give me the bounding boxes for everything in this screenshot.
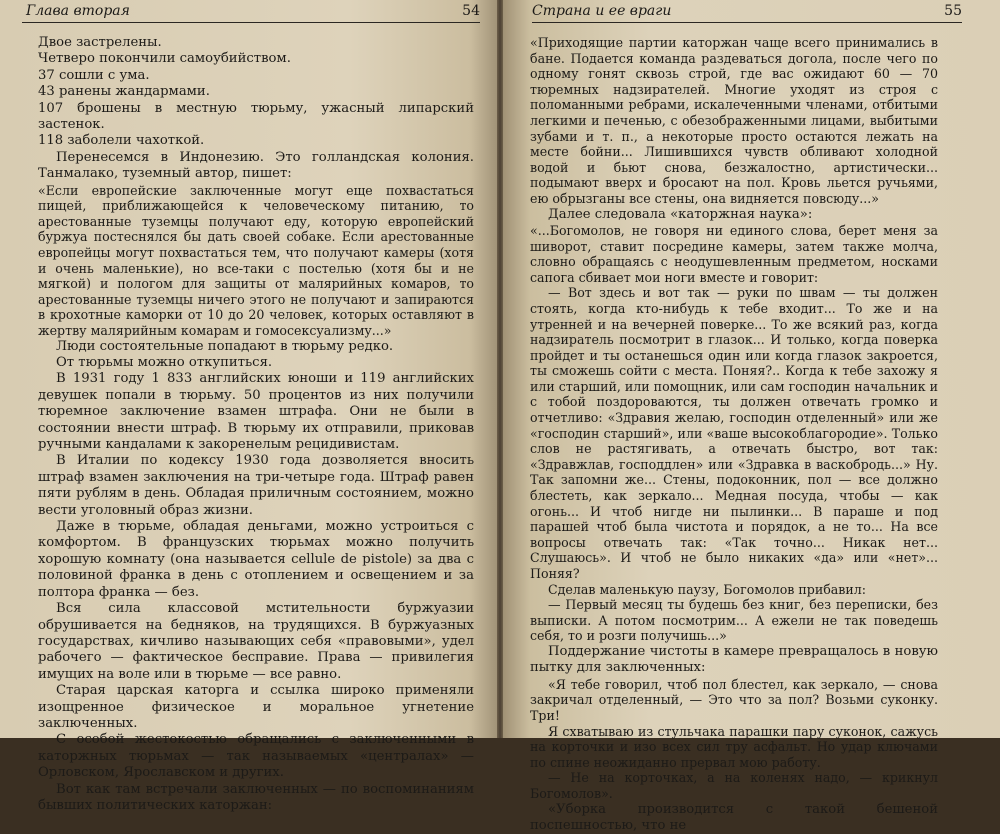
right-running-head bbox=[532, 0, 962, 23]
book-gutter bbox=[497, 0, 503, 738]
right-page-number: 55 bbox=[944, 3, 962, 19]
quote-paragraph: Сделав маленькую паузу, Богомолов прибавил: bbox=[548, 581, 867, 597]
paragraph: В 1931 году 1 833 английских юноши и 119 английских девушек попали в тюрьму. 50 процентов из них получили тюремное заключение взамен штрафа. Они не были в состоянии внести штраф. В тюрьму их отправили, приковав ручными кандалами к закоренелым рецидивистам. bbox=[38, 371, 474, 453]
paragraph: В Италии по кодексу 1930 года дозволяется вносить штраф взамен заключения на три-четыре года. Штраф равен пяти рублям в день. Обладая приличным состоянием, можно вести уголовный образ жизни. bbox=[38, 453, 474, 518]
quote-paragraph: — Первый месяц ты будешь без книг, без переписки, без выписки. А потом посмотрим... А ежели не так поведешь себя, то и розги получишь...» bbox=[530, 597, 938, 644]
quote-paragraph: «Приходящие партии каторжан чаще всего принимались в бане. Подается команда раздеваться догола, после чего по одному гонят сквозь строй, где вас ожидают 60 — 70 тюремных надзирателей. Многие уходят из строя с поломанными ребрами, искалеченными членами, отбитыми легкими и печенью, с обезображенными лицами, выбитыми зубами и т. п., а некоторые просто остаются лежать на месте бойни... Лишившихся чувств обливают холодной водой и бьют снова, безжалостно, артистически... подымают вверх и бросают на пол. Кровь льется ручьями, ею обрызганы все стены, она видняется повсюду...» bbox=[530, 35, 938, 206]
left-page bbox=[0, 0, 500, 813]
paragraph: Поддержание чистоты в камере превращалось в новую пытку для заключенных: bbox=[530, 643, 938, 676]
quote-paragraph: «Я тебе говорил, чтоб пол блестел, как зеркало, — снова закричал отделенный, — Это что за пол? Возьми суконку. Три! bbox=[530, 676, 938, 723]
left-running-head bbox=[22, 0, 480, 23]
paragraph: Перенесемся в Индонезию. Это голландская колония. Танмалако, туземный автор, пишет: bbox=[38, 149, 474, 182]
paragraph: 37 сошли с ума. bbox=[38, 67, 150, 83]
right-page bbox=[500, 0, 1000, 833]
paragraph: Вся сила классовой мстительности буржуазии обрушивается на бедняков, на трудящихся. В буржуазных государствах, кичливо называющих себя «правовыми», удел рабочего — фактическое бесправие. Права — привилегия имущих на воле или в тюрьме — все равно. bbox=[38, 601, 474, 682]
paragraph: Вот как там встречали заключенных — по воспоминаниям бывших политических каторжан: bbox=[38, 781, 474, 813]
left-page-number: 54 bbox=[462, 3, 480, 19]
left-body-text bbox=[38, 35, 474, 814]
quote-paragraph: — Вот здесь и вот так — руки по швам — ты должен стоять, когда кто-нибудь к тебе входит... То же и на утренней и на вечерней поверке... То же всякий раз, когда надзиратель посмотрит в глазок... И только, когда поверка пройдет и ты останешься один или когда глазок закроется, ты сможешь сойти с места. Поняя?.. Когда к тебе захожу я или старший, или помощник, или сам господин начальник и с тобой поздороваются, ты должен отвечать громко и отчетливо: «Здравия желаю, господин отделенный» или же «господин старший», или «ваше высокоблагородие». Только слов не растягивать, а отвечать быстро, вот так: «Здравжлав, господдлен» или «Здравка в васкобродь...» Ну. Так запомни же... Стены, подоконник, пол — все должно блестеть, как зеркало... Медная посуда, чтобы — как огонь... И чтоб нигде ни пылинки... В параше и под парашей чтоб была чистота и порядок, а не то... На все вопросы отвечать так: «Так точно... Никак нет... Слушаюсь». И чтоб не было никаких «да» или «нет»... Поняя? bbox=[530, 285, 938, 581]
paragraph: Двое застрелены. bbox=[38, 35, 162, 50]
paragraph: «Уборка производится с такой бешеной поспешностью, что не bbox=[530, 801, 938, 833]
paragraph: От тюрьмы можно откупиться. bbox=[56, 355, 273, 370]
quote-paragraph: «Если европейские заключенные могут еще похвастаться пищей, приближающейся к человеческому питанию, то арестованные туземцы получают еду, которую европейский буржуа постеснялся бы дать своей собаке. Если арестованные европейцы могут похвастаться тем, что получают камеры (хотя и очень маленькие), но все-таки с постелью (хотя бы и не мягкой) и пологом для защиты от малярийных комаров, то арестованные туземцы ничего этого не получают и запираются в крохотные каморки от 10 до 20 человек, которых оставляют в жертву малярийным комарам и гомосексуализму...» bbox=[38, 182, 474, 338]
right-body-text bbox=[530, 35, 938, 834]
paragraph: 43 ранены жандармами. bbox=[38, 84, 210, 100]
paragraph: Старая царская каторга и ссылка широко применяли изощренное физическое и моральное угнетение заключенных. bbox=[38, 683, 474, 731]
paragraph: Даже в тюрьме, обладая деньгами, можно устроиться с комфортом. В французских тюрьмах можно получить хорошую комнату (она называется cellule de pistole) за два с половиной франка в день с отоплением и освещением и за полтора франка — без. bbox=[38, 519, 474, 600]
right-chapter-title: Страна и ее враги bbox=[532, 3, 672, 19]
paragraph: Четверо покончили самоубийством. bbox=[38, 51, 291, 67]
quote-paragraph: «...Богомолов, не говоря ни единого слова, берет меня за шиворот, ставит посредине камеры, затем также молча, словно обращаясь с неодушевленным предметом, носками сапога сбивает мои ноги вместе и говорит: bbox=[530, 222, 938, 285]
left-chapter-title: Глава вторая bbox=[26, 3, 130, 19]
paragraph: 107 брошены в местную тюрьму, ужасный липарский застенок. bbox=[38, 100, 474, 133]
paragraph: Люди состоятельные попадают в тюрьму редко. bbox=[56, 338, 394, 354]
quote-paragraph: — Не на корточках, а на коленях надо, — крикнул Богомолов». bbox=[530, 770, 938, 801]
paragraph: Далее следовала «каторжная наука»: bbox=[548, 206, 813, 222]
quote-paragraph: Я схватываю из стульчака парашки пару суконок, сажусь на корточки и изо всех сил тру асфальт. Но удар ключами по спине неожиданно прервал мою работу. bbox=[530, 723, 938, 770]
paragraph: 118 заболели чахоткой. bbox=[38, 133, 205, 149]
paragraph: С особой жестокостью обращались с заключенными в каторжных тюрьмах — так называемых «централах» — Орловском, Ярославском и других. bbox=[38, 732, 474, 781]
